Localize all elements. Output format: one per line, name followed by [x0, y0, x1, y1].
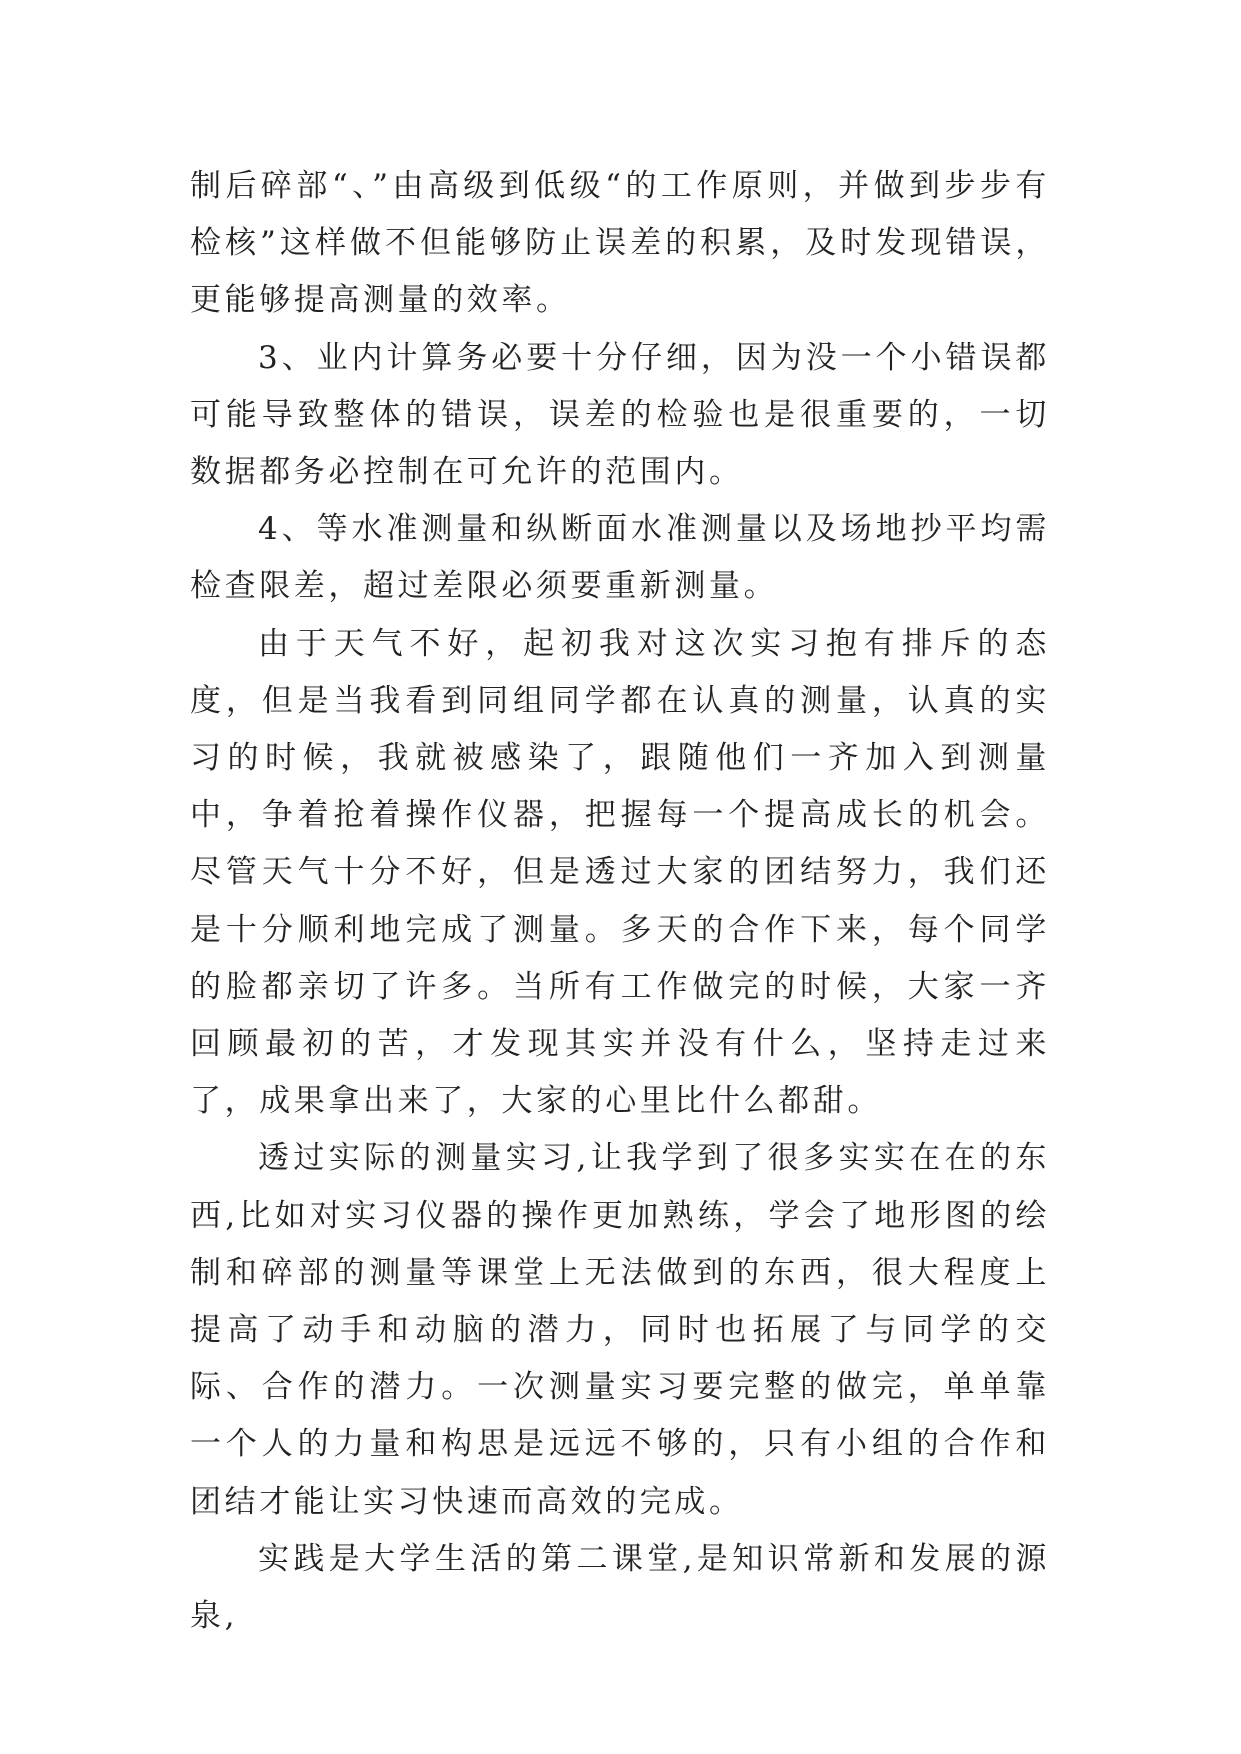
paragraph-1: 制后碎部“、”由高级到低级“的工作原则，并做到步步有检核”这样做不但能够防止误差的积累，及时发现错误，更能够提高测量的效率。: [190, 168, 1050, 319]
paragraph-4: 由于天气不好，起初我对这次实习抱有排斥的态度，但是当我看到同组同学都在认真的测量，认真的实习的时候，我就被感染了，跟随他们一齐加入到测量中，争着抢着操作仪器，把握每一个提高成长的机会。尽管天气十分不好，但是透过大家的团结努力，我们还是十分顺利地完成了测量。多天的合作下来，每个同学的脸都亲切了许多。当所有工作做完的时候，大家一齐回顾最初的苦，才发现其实并没有什么，坚持走过来了，成果拿出来了，大家的心里比什么都甜。: [190, 625, 1050, 1120]
paragraph-3: 4、等水准测量和纵断面水准测量以及场地抄平均需检查限差，超过差限必须要重新测量。: [190, 511, 1050, 605]
paragraph-2: 3、业内计算务必要十分仔细，因为没一个小错误都可能导致整体的错误，误差的检验也是很重要的，一切数据都务必控制在可允许的范围内。: [190, 339, 1050, 491]
paragraph-6: 实践是大学生活的第二课堂,是知识常新和发展的源泉,: [190, 1540, 1050, 1635]
paragraph-5: 透过实际的测量实习,让我学到了很多实实在在的东西,比如对实习仪器的操作更加熟练，学会了地形图的绘制和碎部的测量等课堂上无法做到的东西，很大程度上提高了动手和动脑的潜力，同时也拓展了与同学的交际、合作的潜力。一次测量实习要完整的做完，单单靠一个人的力量和构思是远远不够的，只有小组的合作和团结才能让实习快速而高效的完成。: [190, 1140, 1050, 1520]
document-body: [190, 158, 1050, 1645]
